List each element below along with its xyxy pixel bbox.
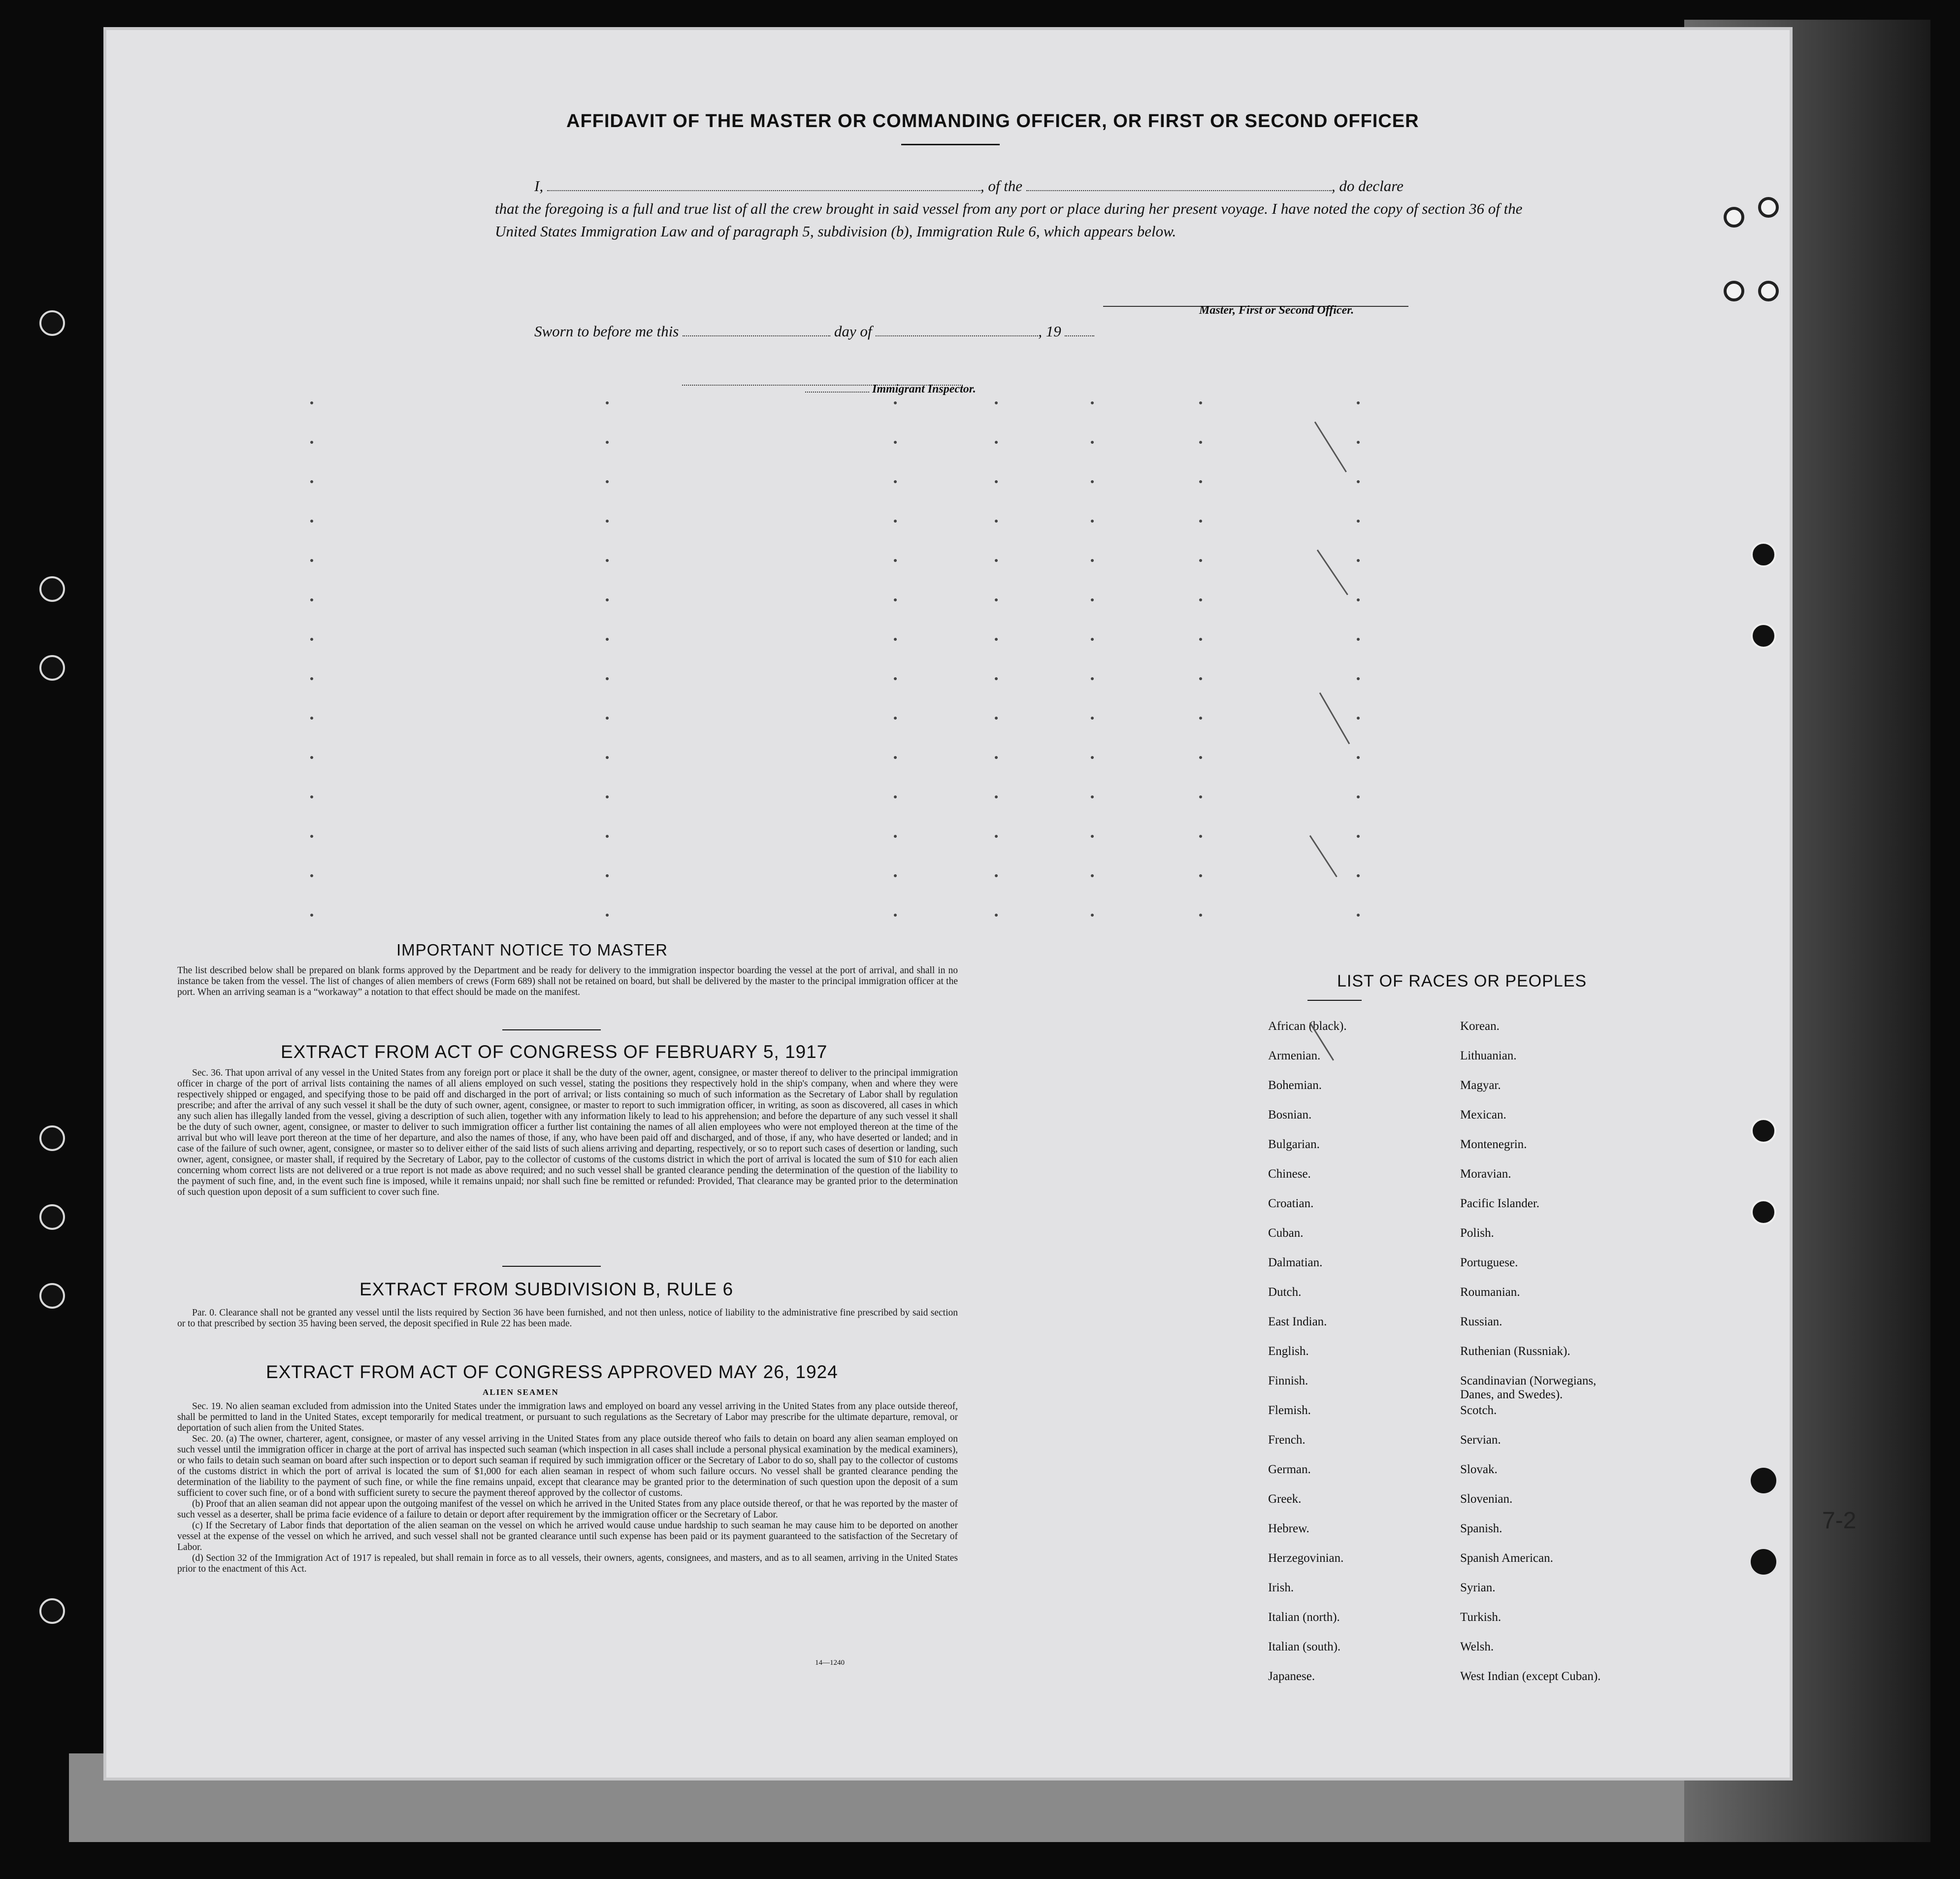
race-item: Syrian. [1460, 1581, 1496, 1594]
race-item: Armenian. [1268, 1049, 1321, 1062]
bleed-dot [894, 874, 897, 877]
binder-ring [1724, 281, 1744, 301]
bleed-dot [1091, 598, 1094, 601]
binder-hole [1751, 542, 1776, 567]
manifest-page [103, 27, 1793, 1780]
bleed-dot [1199, 559, 1202, 562]
race-item: Korean. [1460, 1020, 1500, 1033]
bleed-dot [995, 520, 998, 523]
bleed-dot [1357, 914, 1360, 917]
section-divider [502, 1029, 601, 1030]
bleed-dot [310, 598, 313, 601]
bleed-dot [310, 717, 313, 720]
bleed-dot [606, 677, 609, 680]
sworn-year-label: , 19 [1038, 323, 1061, 340]
bleed-dot [1357, 401, 1360, 404]
bleed-dot [1357, 520, 1360, 523]
bleed-dot [310, 441, 313, 444]
race-item: Japanese. [1268, 1670, 1315, 1683]
bleed-dot [894, 756, 897, 759]
bleed-through-text [448, 101, 456, 116]
bleed-dot [1091, 559, 1094, 562]
race-item: Mexican. [1460, 1108, 1506, 1121]
bleed-dot [310, 677, 313, 680]
binder-hole [1751, 1118, 1776, 1144]
bleed-dot [1357, 874, 1360, 877]
binder-ring [1724, 207, 1744, 228]
race-item: Bohemian. [1268, 1079, 1322, 1092]
binder-hole [39, 1125, 65, 1151]
bleed-dot [1199, 795, 1202, 798]
bleed-dot [606, 441, 609, 444]
bleed-dot [1199, 756, 1202, 759]
race-item: Herzegovinian. [1268, 1551, 1344, 1565]
extract-1924-text: Sec. 19. No alien seaman excluded from admission into the United States under the immigration laws and employed on board any vessel arriving in the United States from any place outside thereof, shall be permitted to land in the United States, except temporarily for medical treatment, or pursuant to such regulations as the Secretary of Labor may prescribe for the ultimate departure, removal, or deportation of such alien from the United States. Sec. 20. (a) The owner, charterer, agent, consignee, or master of any vessel arriving in the United States from any place outside thereof who fails to detain on board any alien seaman employed on such vessel until the immigration officer in charge at the port of arrival has inspected such seaman (which inspection in all cases shall include a personal physical examination by the medical examiners), or who fails to detain such seaman on board after such inspection or to deport such seaman if required by such immigration officer or the Secretary of Labor to do so, shall pay to the collector of customs of the customs district in which the port of arrival is located the sum of $1,000 for each alien seaman in respect of whom such failure occurs. No vessel shall be granted clearance pending the determination of the liability to the payment of such fine, or while the fine remains unpaid, except that clearance may be granted prior to the determination of such question upon the deposit of a sum sufficient to cover such fine, or of a bond with sufficient surety to secure the payment thereof approved by the collector of customs. (b) Proof that an alien seaman did not appear upon the outgoing manifest of the vessel on which he arrived in the United States from any place outside thereof, or that he was reported by the master of such vessel as a deserter, shall be prima facie evidence of a failure to detain or deport after requirement by the immigration officer or the Secretary of Labor. (c) If the Secretary of Labor finds that deportation of the alien seaman on the vessel on which he arrived would cause undue hardship to such seaman he may cause him to be deported on another vessel at the expense of the vessel on which he arrived, and such vessel shall not be granted clearance until such expense has been paid or its payment guaranteed to the satisfaction of the Secretary of Labor. (d) Section 32 of the Immigration Act of 1917 is repealed, but shall remain in force as to all vessels, their owners, agents, consignees, and masters, and as to all seamen, arriving in the United States prior to the enactment of this Act. [177, 1401, 958, 1574]
bleed-dot [310, 401, 313, 404]
bleed-dot [1357, 559, 1360, 562]
extract-1924-title: EXTRACT FROM ACT OF CONGRESS APPROVED MAY 26, 1924 [266, 1362, 838, 1382]
race-item: Magyar. [1460, 1079, 1501, 1092]
bleed-dot [606, 795, 609, 798]
bleed-dot [606, 401, 609, 404]
bleed-dot [1091, 874, 1094, 877]
bleed-dot [1199, 835, 1202, 838]
race-item: Irish. [1268, 1581, 1294, 1594]
bleed-dot [995, 914, 998, 917]
race-item: Chinese. [1268, 1167, 1311, 1181]
bleed-dot [995, 717, 998, 720]
binder-hole [39, 576, 65, 602]
bleed-dot [894, 677, 897, 680]
bleed-dot [1357, 756, 1360, 759]
bleed-dot [894, 441, 897, 444]
bleed-dot [995, 480, 998, 483]
bleed-dot [1199, 638, 1202, 641]
race-item: Italian (south). [1268, 1640, 1341, 1653]
bleed-dot [1357, 441, 1360, 444]
bleed-dot [1357, 717, 1360, 720]
bleed-dot [894, 835, 897, 838]
race-item: Russian. [1460, 1315, 1503, 1328]
race-item: German. [1268, 1463, 1311, 1476]
extract-rule6-text: Par. 0. Clearance shall not be granted any vessel until the lists required by Section 36 have been furnished, and not then unless, notice of liability to the administrative fine prescribed by said section or to that prescribed by section 35 having been served, the deposit specified in Rule 22 has been made. [177, 1308, 958, 1329]
race-item: Scotch. [1460, 1404, 1497, 1417]
margin-note: 7-2 [1822, 1508, 1857, 1534]
bleed-dot [1091, 401, 1094, 404]
extract-1917-text: Sec. 36. That upon arrival of any vessel in the United States from any foreign port or place it shall be the duty of the owner, agent, consignee, or master thereof to deliver to the principal immigration officer in charge of the port of arrival lists containing the names of all aliens employed on such vessel, stating the positions they respectively hold in the ship's company, when and where they were respectively shipped or engaged, and specifying those to be paid off and discharged in the port of arrival; or lists containing so much of such information as the Secretary of Labor shall by regulation prescribe; and after the arrival of any such vessel it shall be the duty of such owner, agent, consignee, or master to report to such immigration officer, in writing, as soon as discovered, all cases in which any such alien has illegally landed from the vessel, giving a description of such alien, together with any information likely to lead to his apprehension; and before the departure of any such vessel it shall be the duty of such owner, agent, consignee, or master to deliver to such immigration officer a further list containing the names of all alien employees who were not employed thereon at the time of the arrival but who will leave port thereon at the time of her departure, and also the names of those, if any, who have been paid off and discharged, and of those, if any, who have deserted or landed; and in case of the failure of such owner, agent, consignee, or master so to deliver either of the said lists of such aliens arriving and departing, respectively, or so to report such cases of desertion or landing, such owner, agent, consignee, or master shall, if required by the Secretary of Labor, pay to the collector of customs of the customs district in which the port of arrival is located the sum of $10 for each alien concerning whom correct lists are not delivered or a true report is not made as above required; and no such vessel shall be granted clearance pending the determination of the question of the liability to the payment of such fine, and, in the event such fine is imposed, while it remains unpaid; nor shall such fine be remitted or refunded: Provided, That clearance may be granted prior to the determination of such question upon deposit of a sum sufficient to cover such fine. [177, 1068, 958, 1197]
race-item: Roumanian. [1460, 1286, 1520, 1299]
bleed-dot [995, 874, 998, 877]
race-item: Polish. [1460, 1226, 1494, 1240]
race-item: Italian (north). [1268, 1611, 1340, 1624]
bleed-dot [894, 598, 897, 601]
notice-title: IMPORTANT NOTICE TO MASTER [396, 941, 668, 959]
bleed-dot [310, 520, 313, 523]
vessel-name-field[interactable] [1026, 177, 1332, 191]
affidavit-line-middle: , of the [980, 177, 1023, 195]
signature-caption: Master, First or Second Officer. [1199, 304, 1354, 317]
race-item: Slovak. [1460, 1463, 1498, 1476]
bleed-dot [1357, 835, 1360, 838]
bleed-dot [1091, 638, 1094, 641]
section-divider [502, 1266, 601, 1267]
bleed-dot [1091, 914, 1094, 917]
bleed-dot [606, 520, 609, 523]
bleed-dot [606, 717, 609, 720]
bleed-dot [1357, 638, 1360, 641]
binder-hole [39, 1598, 65, 1624]
inspector-caption: Immigrant Inspector. [805, 383, 976, 396]
race-item: Lithuanian. [1460, 1049, 1517, 1062]
bleed-dot [606, 638, 609, 641]
pencil-stroke [1314, 422, 1347, 472]
race-item: Croatian. [1268, 1197, 1314, 1210]
race-item: Flemish. [1268, 1404, 1311, 1417]
affidavit-body [495, 175, 1529, 243]
bleed-dot [1199, 677, 1202, 680]
extract-1917-title: EXTRACT FROM ACT OF CONGRESS OF FEBRUARY 5, 1917 [281, 1042, 828, 1062]
notice-text: The list described below shall be prepared on blank forms approved by the Department and be ready for delivery to the immigration inspector boarding the vessel at the port of arrival, and shall in no instance be taken from the vessel. The list of changes of alien members of crews (Form 689) shall not be retained on board, but shall be delivered by the master to the principal immigration officer at the port. When an arriving seaman is a “workaway” a notation to that effect should be made on the manifest. [177, 965, 958, 997]
race-item: Welsh. [1460, 1640, 1494, 1653]
bleed-dot [894, 401, 897, 404]
binder-hole [39, 1204, 65, 1230]
binder-ring [1758, 281, 1779, 301]
sworn-day-label: day of [834, 323, 872, 340]
bleed-dot [606, 559, 609, 562]
race-item: West Indian (except Cuban). [1460, 1670, 1601, 1683]
extract-rule6-title: EXTRACT FROM SUBDIVISION B, RULE 6 [359, 1279, 734, 1299]
bleed-dot [1357, 677, 1360, 680]
bleed-dot [1357, 598, 1360, 601]
bleed-dot [995, 638, 998, 641]
race-item: Servian. [1460, 1433, 1501, 1447]
race-item: Hebrew. [1268, 1522, 1309, 1535]
binder-hole [39, 310, 65, 336]
race-item: Spanish American. [1460, 1551, 1553, 1565]
race-item: Scandinavian (Norwegians, Danes, and Swedes). [1460, 1374, 1597, 1401]
form-number: 14—1240 [815, 1659, 845, 1667]
bleed-dot [310, 559, 313, 562]
race-item: English. [1268, 1345, 1309, 1358]
bleed-dot [1199, 441, 1202, 444]
sworn-line [495, 320, 1529, 343]
affidavit-declaration: that the foregoing is a full and true list of all the crew brought in said vessel from any port or place during her present voyage. I have noted the copy of section 36 of the United States Immigration Law and of paragraph 5, subdivision (b), Immigration Rule 6, which appears below. [495, 200, 1523, 240]
bleed-dot [1199, 520, 1202, 523]
binder-hole [39, 1283, 65, 1309]
binder-ring [1758, 197, 1779, 218]
bleed-dot [1199, 598, 1202, 601]
binder-hole [39, 655, 65, 681]
binder-hole [1751, 1549, 1776, 1575]
bleed-dot [1199, 874, 1202, 877]
races-left-column [1268, 1020, 1347, 1699]
bleed-dot [1091, 795, 1094, 798]
race-item: Montenegrin. [1460, 1138, 1527, 1151]
bleed-dot [995, 598, 998, 601]
sworn-prefix: Sworn to before me this [534, 323, 679, 340]
affidavit-line-prefix: I, [534, 177, 544, 195]
bleed-dot [995, 441, 998, 444]
bleed-dot [1091, 480, 1094, 483]
bleed-dot [606, 480, 609, 483]
race-item: Slovenian. [1460, 1492, 1513, 1506]
bleed-dot [1091, 835, 1094, 838]
races-title-underline [1307, 1000, 1362, 1001]
binder-hole [1751, 623, 1776, 649]
binder-hole [1751, 1199, 1776, 1225]
race-item: East Indian. [1268, 1315, 1327, 1328]
bleed-dot [995, 559, 998, 562]
bleed-dot [1199, 914, 1202, 917]
race-item: Finnish. [1268, 1374, 1308, 1387]
bleed-dot [606, 598, 609, 601]
affidavit-title: AFFIDAVIT OF THE MASTER OR COMMANDING OFFICER, OR FIRST OR SECOND OFFICER [566, 111, 1419, 132]
pencil-stroke [1309, 835, 1338, 878]
bleed-dot [1091, 677, 1094, 680]
bleed-dot [894, 559, 897, 562]
race-item: African (black). [1268, 1020, 1347, 1033]
race-item: Spanish. [1460, 1522, 1503, 1535]
bleed-dot [894, 480, 897, 483]
bleed-dot [1091, 717, 1094, 720]
bleed-dot [310, 638, 313, 641]
bleed-dot [310, 795, 313, 798]
bleed-dot [1199, 401, 1202, 404]
bleed-dot [1091, 756, 1094, 759]
race-item: Bosnian. [1268, 1108, 1312, 1121]
race-item: French. [1268, 1433, 1306, 1447]
bleed-dot [606, 835, 609, 838]
race-item: Portuguese. [1460, 1256, 1518, 1269]
bleed-dot [1091, 441, 1094, 444]
title-underline [901, 144, 1000, 145]
bleed-dot [995, 756, 998, 759]
bleed-dot [894, 638, 897, 641]
races-right-column [1460, 1020, 1623, 1699]
bleed-dot [310, 480, 313, 483]
bleed-dot [995, 401, 998, 404]
officer-name-field[interactable] [547, 177, 980, 191]
bleed-dot [606, 914, 609, 917]
bleed-dot [310, 914, 313, 917]
bleed-dot [606, 874, 609, 877]
races-title: LIST OF RACES OR PEOPLES [1337, 972, 1587, 990]
bleed-dot [894, 717, 897, 720]
bleed-dot [1357, 795, 1360, 798]
race-item: Bulgarian. [1268, 1138, 1320, 1151]
affidavit-line-suffix: , do declare [1331, 177, 1404, 195]
race-item: Turkish. [1460, 1611, 1502, 1624]
alien-seamen-subtitle: ALIEN SEAMEN [483, 1387, 559, 1397]
bleed-dot [310, 874, 313, 877]
sworn-year-field[interactable] [1065, 323, 1094, 336]
pencil-stroke [1319, 692, 1350, 744]
bleed-dot [894, 520, 897, 523]
bleed-dot [995, 677, 998, 680]
bleed-dot [1091, 520, 1094, 523]
race-item: Dalmatian. [1268, 1256, 1323, 1269]
race-item: Moravian. [1460, 1167, 1511, 1181]
binder-hole [1751, 1468, 1776, 1493]
race-item: Greek. [1268, 1492, 1302, 1506]
bleed-dot [310, 835, 313, 838]
race-item: Pacific Islander. [1460, 1197, 1540, 1210]
bleed-dot [995, 795, 998, 798]
race-item: Ruthenian (Russniak). [1460, 1345, 1570, 1358]
race-item: Dutch. [1268, 1286, 1302, 1299]
sworn-date-field[interactable] [683, 323, 830, 336]
bleed-dot [995, 835, 998, 838]
bleed-dot [606, 756, 609, 759]
bleed-dot [1199, 480, 1202, 483]
bleed-dot [894, 795, 897, 798]
bleed-dot [1199, 717, 1202, 720]
pencil-stroke [1317, 550, 1348, 595]
bleed-dot [1357, 480, 1360, 483]
sworn-month-field[interactable] [876, 323, 1038, 336]
race-item: Cuban. [1268, 1226, 1304, 1240]
bleed-dot [894, 914, 897, 917]
bleed-dot [310, 756, 313, 759]
